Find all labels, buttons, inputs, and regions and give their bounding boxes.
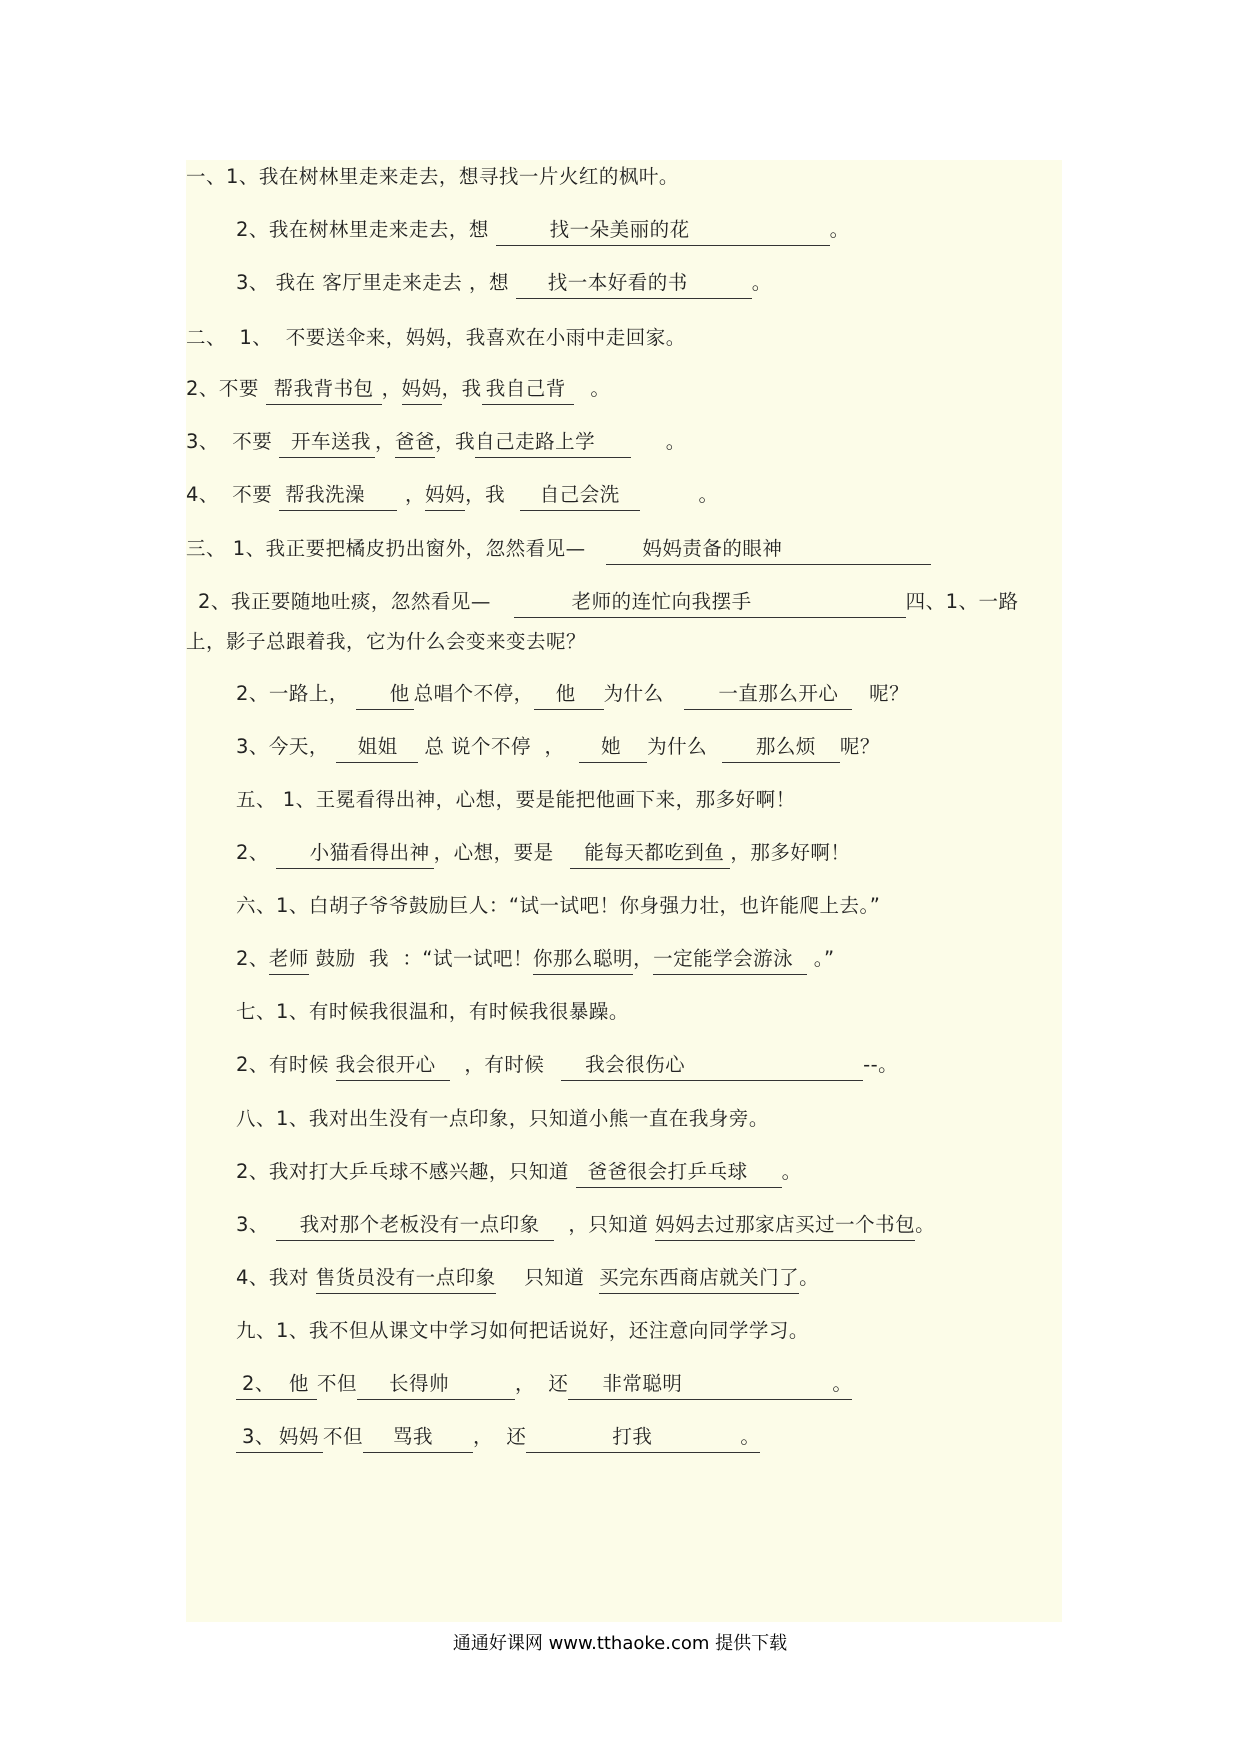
answer-blank: 非常聪明	[568, 1369, 832, 1400]
s1-line2: 2、我在树林里走来走去，想 找一朵美丽的花 。	[186, 210, 1112, 250]
answer-blank: 2、	[236, 1369, 275, 1400]
s6-line2: 2、老师 鼓励 我 ：“试一试吧！你那么聪明，一定能学会游泳 。”	[186, 939, 1112, 979]
s2-line2: 2、不要 帮我背书包 ，妈妈，我 我自己背 。	[186, 369, 1062, 409]
s2-line4: 4、 不要 帮我洗澡 ，妈妈，我 自己会洗 。	[186, 475, 1062, 515]
s8-line2: 2、我对打大乒乓球不感兴趣，只知道 爸爸很会打乒乓球 。	[186, 1152, 1112, 1192]
answer-blank: 骂我	[363, 1422, 473, 1453]
answer-blank: 他	[534, 679, 604, 710]
answer-blank: 老师的连忙向我摆手	[514, 587, 906, 618]
answer-blank: 。	[740, 1422, 760, 1453]
answer-blank: 老师	[269, 944, 309, 975]
answer-blank: 长得帅	[357, 1369, 515, 1400]
answer-blank: 售货员没有一点印象	[316, 1263, 496, 1294]
answer-blank: 帮我洗澡	[279, 480, 397, 511]
s1-line1: 一、1、我在树林里走来走去，想寻找一片火红的枫叶。	[186, 165, 679, 188]
answer-blank: 3、	[236, 1422, 275, 1453]
answer-blank: 你那么聪明	[533, 944, 633, 975]
answer-blank: 找一本好看的书	[516, 268, 752, 299]
s4-line1: 上，影子总跟着我，它为什么会变来变去呢？	[186, 630, 587, 653]
s2-line3: 3、 不要 开车送我 ，爸爸，我自己走路上学 。	[186, 422, 1062, 462]
s7-line1: 七、1、有时候我很温和，有时候我很暴躁。	[236, 1000, 629, 1023]
s9-line1: 九、1、我不但从课文中学习如何把话说好，还注意向同学学习。	[236, 1319, 809, 1342]
s8-line1: 八、1、我对出生没有一点印象，只知道小熊一直在我身旁。	[236, 1107, 769, 1130]
answer-blank: 妈妈	[402, 374, 442, 405]
footer-credit: 通通好课网 www.tthaoke.com 提供下载	[452, 1633, 788, 1654]
s3-line1: 三、 1、我正要把橘皮扔出窗外，忽然看见— 妈妈责备的眼神	[186, 529, 1062, 569]
answer-blank: 他	[275, 1369, 317, 1400]
answer-blank: 帮我背书包	[266, 374, 382, 405]
answer-blank: 那么烦	[722, 732, 840, 763]
s8-line3: 3、 我对那个老板没有一点印象 ，只知道 妈妈去过那家店买过一个书包。	[186, 1205, 1112, 1245]
answer-blank: 一定能学会游泳	[653, 944, 807, 975]
answer-blank: 她	[579, 732, 647, 763]
s9-line3: 3、 妈妈 不但 骂我 ， 还 打我 。	[186, 1417, 1112, 1457]
s6-line1: 六、1、白胡子爷爷鼓励巨人：“试一试吧！你身强力壮，也许能爬上去。”	[236, 894, 881, 917]
answer-blank: 我会很开心	[336, 1050, 450, 1081]
s4-line2: 2、一路上， 他 总唱个不停， 他 为什么 一直那么开心 呢？	[186, 674, 1112, 714]
answer-blank: 我对那个老板没有一点印象	[276, 1210, 554, 1241]
s4-line3: 3、今天， 姐姐 总 说个不停 ， 她 为什么 那么烦 呢？	[186, 727, 1112, 767]
answer-blank: 爸爸	[395, 427, 435, 458]
answer-blank: 妈妈责备的眼神	[606, 534, 931, 565]
s3-line2: 2、我正要随地吐痰，忽然看见— 老师的连忙向我摆手 四、1、一路	[186, 582, 1074, 622]
answer-blank: 自己会洗	[520, 480, 640, 511]
answer-blank: 开车送我	[279, 427, 375, 458]
s5-line1: 五、 1、王冕看得出神，心想，要是能把他画下来，那多好啊！	[236, 788, 796, 811]
answer-blank: 小猫看得出神	[276, 838, 434, 869]
s9-line2: 2、 他 不但 长得帅 ， 还 非常聪明 。	[186, 1364, 1112, 1404]
answer-blank: 我自己背	[482, 374, 574, 405]
answer-blank: 自己走路上学	[475, 427, 631, 458]
answer-blank: 找一朵美丽的花	[496, 215, 830, 246]
answer-blank: 妈妈去过那家店买过一个书包	[655, 1210, 915, 1241]
answer-blank: 妈妈	[425, 480, 465, 511]
answer-blank: 能每天都吃到鱼	[570, 838, 730, 869]
s2-line1: 二、 1、 不要送伞来，妈妈，我喜欢在小雨中走回家。	[186, 326, 686, 349]
answer-blank: 打我	[526, 1422, 740, 1453]
s8-line4: 4、我对 售货员没有一点印象 只知道 买完东西商店就关门了。	[186, 1258, 1112, 1298]
answer-blank: 。	[832, 1369, 852, 1400]
answer-blank: 姐姐	[336, 732, 418, 763]
answer-blank: 买完东西商店就关门了	[599, 1263, 799, 1294]
answer-blank: 爸爸很会打乒乓球	[576, 1157, 782, 1188]
s5-line2: 2、 小猫看得出神 ，心想，要是 能每天都吃到鱼 ，那多好啊！	[186, 833, 1112, 873]
answer-blank: 妈妈	[275, 1422, 323, 1453]
answer-blank: 一直那么开心	[684, 679, 852, 710]
answer-blank: 他	[356, 679, 414, 710]
s7-line2: 2、有时候 我会很开心 ，有时候 我会很伤心 --。	[186, 1045, 1112, 1085]
s1-line3: 3、 我在 客厅里走来走去 ，想 找一本好看的书 。	[186, 263, 1112, 303]
answer-blank: 我会很伤心	[561, 1050, 863, 1081]
